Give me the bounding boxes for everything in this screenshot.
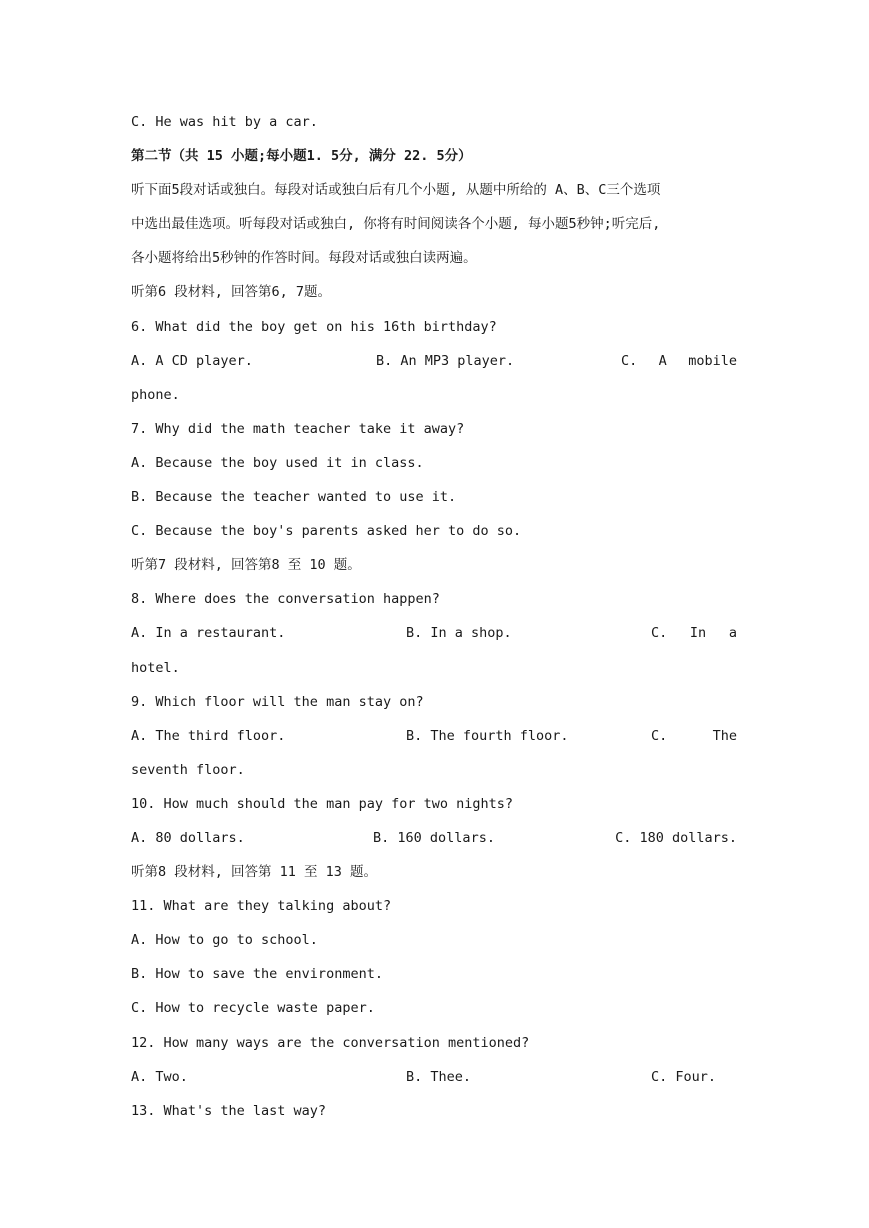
question-9-option-c-continued: seventh floor.: [131, 761, 245, 778]
option-c: C. 180 dollars.: [615, 829, 737, 846]
instructions-line-3: 各小题将给出5秒钟的作答时间。每段对话或独白读两遍。: [131, 250, 477, 267]
question-6: 6. What did the boy get on his 16th birthday?: [131, 318, 497, 335]
option-a: A. The third floor.: [131, 727, 286, 744]
segment-8-heading: 听第8 段材料, 回答第 11 至 13 题。: [131, 864, 378, 881]
question-6-options: [131, 344, 737, 378]
document-page: [131, 105, 737, 1128]
question-6-option-c-continued: phone.: [131, 386, 180, 403]
question-13: 13. What's the last way?: [131, 1102, 327, 1119]
question-11-option-b: B. How to save the environment.: [131, 966, 383, 983]
option-b: B. The fourth floor.: [406, 727, 569, 744]
question-11-option-c: C. How to recycle waste paper.: [131, 1000, 375, 1017]
question-10: 10. How much should the man pay for two nights?: [131, 795, 514, 812]
instructions-line-2: 中选出最佳选项。听每段对话或独白, 你将有时间阅读各个小题, 每小题5秒钟;听完后,: [131, 216, 661, 233]
question-9: 9. Which floor will the man stay on?: [131, 693, 424, 710]
option-c-word-2: mobile: [688, 352, 737, 369]
option-a: A. In a restaurant.: [131, 625, 286, 642]
question-11-option-a: A. How to go to school.: [131, 932, 318, 949]
option-c: [621, 344, 737, 378]
option-b: B. Thee.: [406, 1068, 472, 1085]
question-7-option-a: A. Because the boy used it in class.: [131, 454, 424, 471]
option-c-word-1: The: [712, 727, 737, 744]
option-c: [651, 616, 737, 650]
option-c: [651, 719, 737, 753]
option-c-word-2: a: [728, 625, 737, 642]
option-a: A. 80 dollars.: [131, 829, 245, 846]
option-c-word-1: A: [658, 352, 667, 369]
instructions-line-1: 听下面5段对话或独白。每段对话或独白后有几个小题, 从题中所给的 A、B、C三个选项: [131, 182, 661, 199]
question-7-option-b: B. Because the teacher wanted to use it.: [131, 489, 457, 506]
question-9-options: [131, 719, 737, 753]
option-b: B. 160 dollars.: [373, 829, 495, 846]
option-a: A. A CD player.: [131, 352, 253, 369]
question-12-options: [131, 1060, 737, 1094]
option-a: A. Two.: [131, 1068, 188, 1085]
question-8-option-c-continued: hotel.: [131, 659, 180, 676]
option-c-word-1: In: [689, 625, 707, 642]
segment-7-heading: 听第7 段材料, 回答第8 至 10 题。: [131, 557, 361, 574]
section-title: 第二节（共 15 小题;每小题1. 5分, 满分 22. 5分）: [131, 148, 472, 165]
question-8-options: [131, 616, 737, 650]
option-c: C. Four.: [651, 1068, 717, 1085]
option-b: B. An MP3 player.: [376, 352, 515, 369]
question-11: 11. What are they talking about?: [131, 898, 392, 915]
question-7-option-c: C. Because the boy's parents asked her to do so.: [131, 523, 522, 540]
question-7: 7. Why did the math teacher take it away?: [131, 420, 465, 437]
option-c-letter: C.: [651, 727, 668, 744]
q5-option-c: C. He was hit by a car.: [131, 114, 318, 130]
question-10-options: [131, 821, 737, 855]
option-b: B. In a shop.: [406, 625, 512, 642]
option-c-letter: C.: [651, 625, 668, 642]
segment-6-heading: 听第6 段材料, 回答第6, 7题。: [131, 284, 332, 301]
option-c-letter: C.: [621, 352, 638, 369]
question-8: 8. Where does the conversation happen?: [131, 591, 440, 608]
question-12: 12. How many ways are the conversation mentioned?: [131, 1034, 530, 1051]
